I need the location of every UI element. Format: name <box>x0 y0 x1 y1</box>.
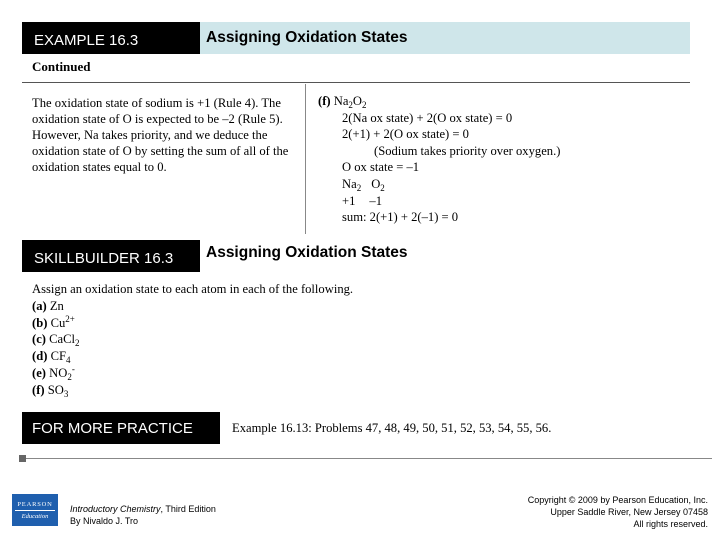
footer-divider <box>22 458 712 459</box>
book-credit <box>70 503 216 527</box>
pearson-logo <box>12 494 58 526</box>
list-item: (b) $Cu^{2+}$ <box>32 313 75 330</box>
list-item: (e) $NO_2^-$ <box>32 363 75 382</box>
skillbuilder-tab-label: SKILLBUILDER 16.3 <box>34 250 174 267</box>
part-label: (f) <box>318 94 334 108</box>
skillbuilder-body <box>32 281 353 399</box>
solution-note: (Sodium takes priority over oxygen.) <box>374 143 561 158</box>
solution-sum: sum: 2(+1) + 2(–1) = 0 <box>342 210 459 225</box>
list-item: (f) $SO_3$ <box>32 382 69 399</box>
practice-text: Example 16.13: Problems 47, 48, 49, 50, 51, 52, 53, 54, 55, 56. <box>232 421 552 435</box>
skillbuilder-intro: Assign an oxidation state to each atom in each of the following. <box>32 282 354 296</box>
column-divider <box>305 84 306 234</box>
logo-top-text: PEARSON <box>17 500 53 508</box>
copyright: Copyright © 2009 by Pearson Education, Inc. Upper Saddle River, New Jersey 07458 All rights reserved. <box>527 495 708 529</box>
example-explanation: The oxidation state of sodium is +1 (Rule 4). The oxidation state of O is expected to be –2 (Rule 5). However, Na takes priority, and we deduce the oxidation state of O by setting the sum of all of the oxidation states equal to 0. <box>32 96 289 174</box>
skillbuilder-title: Assigning Oxidation States <box>206 244 408 261</box>
solution-line: 2(Na ox state) + 2(O ox state) = 0 <box>342 110 513 125</box>
solution-table-elements: $Na_2$ $O_2$ <box>342 176 385 193</box>
continued-label: Continued <box>32 59 91 74</box>
list-item: (c) CaCl$_2$ <box>32 332 80 349</box>
skillbuilder-tab <box>22 240 200 272</box>
solution-table-states: +1 –1 <box>342 193 382 208</box>
solution-formula-line: (f) $Na_2O_2$ <box>318 94 367 110</box>
book-title-line: Introductory Chemistry, Third Edition <box>70 504 216 514</box>
solution-line: 2(+1) + 2(O ox state) = 0 <box>342 127 469 142</box>
example-tab-label: EXAMPLE 16.3 <box>34 32 139 49</box>
example-title: Assigning Oxidation States <box>206 29 408 46</box>
practice-tab-label: FOR MORE PRACTICE <box>32 420 193 437</box>
logo-bottom-text: Education <box>21 512 49 520</box>
practice-tab <box>22 412 220 444</box>
example-solution <box>318 93 560 226</box>
section-divider <box>22 82 690 83</box>
list-item: (a) Zn <box>32 298 64 313</box>
example-tab <box>22 22 200 54</box>
solution-line: O ox state = –1 <box>342 160 420 175</box>
footer-divider-dot <box>19 455 26 462</box>
example-title-bar <box>200 22 690 54</box>
list-item: (d) $CF_4$ <box>32 349 71 366</box>
author-line: By Nivaldo J. Tro <box>70 516 139 526</box>
